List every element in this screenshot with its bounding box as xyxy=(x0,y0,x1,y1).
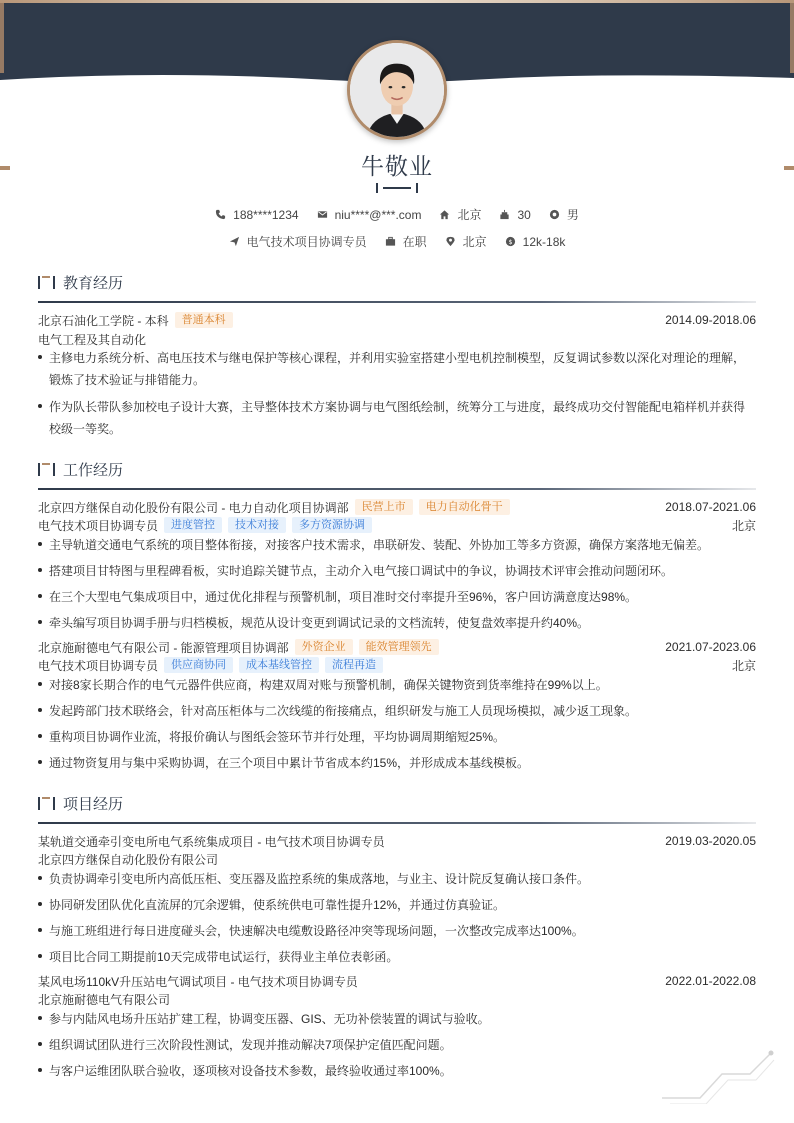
cake-icon xyxy=(499,209,510,220)
project-bullet: 组织调试团队进行三次阶段性测试，发现并推动解决7项保护定值匹配问题。 xyxy=(38,1034,756,1056)
target-job-info: 电气技术项目协调专员 xyxy=(229,233,367,250)
gender-info: 男 xyxy=(549,206,579,223)
avatar-portrait-icon xyxy=(350,43,444,137)
project-bullet: 项目比合同工期提前10天完成带电试运行，获得业主单位表彰函。 xyxy=(38,946,756,968)
phone-icon xyxy=(215,209,226,220)
job-bullet: 在三个大型电气集成项目中，通过优化排程与预警机制，项目准时交付率提升至96%，客户回访满意度达98%。 xyxy=(38,586,756,608)
education-tag: 普通本科 xyxy=(175,312,233,328)
salary-info: $ 12k-18k xyxy=(505,235,566,249)
project-company: 北京施耐德电气有限公司 xyxy=(38,992,171,1007)
location-pin-icon xyxy=(445,236,456,247)
project-section-title: 项目经历 xyxy=(38,791,756,815)
job-bullet: 重构项目协调作业流，将报价确认与图纸会签环节并行处理，平均协调周期缩短25%。 xyxy=(38,726,756,748)
project-bullet: 与客户运维团队联合验收，逐项核对设备技术参数，最终验收通过率100%。 xyxy=(38,1060,756,1082)
job-header xyxy=(38,498,756,516)
project-bullet: 协同研发团队优化直流屏的冗余逻辑，使系统供电可靠性提升12%，并通过仿真验证。 xyxy=(38,894,756,916)
project-bullet: 与施工班组进行每日进度碰头会，快速解决电缆敷设路径冲突等现场问题，一次整改完成率达100%。 xyxy=(38,920,756,942)
job-role-row xyxy=(38,516,756,534)
job-bullet: 发起跨部门技术联络会，针对高压柜体与二次线缆的衔接痛点，组织研发与施工人员现场模拟，减少返工现象。 xyxy=(38,700,756,722)
education-section-title: 教育经历 xyxy=(38,270,756,294)
project-bullet: 负责协调牵引变电所内高低压柜、变压器及监控系统的集成落地，与业主、设计院反复确认接口条件。 xyxy=(38,868,756,890)
job-bullet: 对接8家长期合作的电气元器件供应商，构建双周对账与预警机制，确保关键物资到货率维持在99%以上。 xyxy=(38,674,756,696)
avatar xyxy=(347,40,447,140)
job-role: 电气技术项目协调专员 xyxy=(38,658,159,673)
send-icon xyxy=(229,236,240,247)
education-bullet: 作为队长带队参加校电子设计大赛，主导整体技术方案协调与电气图纸绘制，统筹分工与进度，最终成功交付智能配电箱样机并获得校级一等奖。 xyxy=(38,396,748,440)
section-mark-icon xyxy=(38,463,55,476)
project-company: 北京四方继保自动化股份有限公司 xyxy=(38,852,219,867)
candidate-name: 牛敬业 xyxy=(361,153,433,179)
job-role-row xyxy=(38,656,756,674)
project-company-row xyxy=(38,850,756,868)
project-name: 某轨道交通牵引变电所电气系统集成项目 - 电气技术项目协调专员 xyxy=(38,834,385,849)
city-info: 北京 xyxy=(439,206,481,223)
job-bullet: 搭建项目甘特图与里程碑看板，实时追踪关键节点，主动介入电气接口调试中的争议，协调技术评审会推动问题闭环。 xyxy=(38,560,756,582)
email-icon xyxy=(317,209,328,220)
briefcase-icon xyxy=(385,236,396,247)
job-bullet: 通过物资复用与集中采购协调，在三个项目中累计节省成本约15%，并形成成本基线模板。 xyxy=(38,752,756,774)
education-date: 2014.09-2018.06 xyxy=(665,313,756,327)
job-header xyxy=(38,638,756,656)
project-date: 2019.03-2020.05 xyxy=(665,834,756,848)
status-info: 在职 xyxy=(385,233,427,250)
home-icon xyxy=(439,209,450,220)
job-location: 北京 xyxy=(731,518,756,533)
school-name: 北京石油化工学院 - 本科 xyxy=(38,313,169,328)
skill-tag: 供应商协同 xyxy=(164,657,233,673)
work-section-title: 工作经历 xyxy=(38,457,756,481)
target-city-info: 北京 xyxy=(445,233,487,250)
job-role: 电气技术项目协调专员 xyxy=(38,518,159,533)
email-info: niu****@***.com xyxy=(317,208,422,222)
age-info: 30 xyxy=(499,208,530,222)
job-date: 2018.07-2021.06 xyxy=(665,500,756,514)
company-tag: 民营上市 xyxy=(355,499,413,515)
phone-info: 188****1234 xyxy=(215,208,298,222)
company-tag: 能效管理领先 xyxy=(359,639,439,655)
company-name: 北京施耐德电气有限公司 - 能源管理项目协调部 xyxy=(38,640,289,655)
money-icon xyxy=(505,236,516,247)
project-bullet: 参与内陆风电场升压站扩建工程，协调变压器、GIS、无功补偿装置的调试与验收。 xyxy=(38,1008,756,1030)
project-name: 某风电场110kV升压站电气调试项目 - 电气技术项目协调专员 xyxy=(38,974,358,989)
project-header xyxy=(38,832,756,850)
section-divider xyxy=(38,822,756,824)
section-divider xyxy=(38,301,756,303)
svg-text:$: $ xyxy=(508,237,513,246)
job-intent-row xyxy=(0,233,794,250)
company-tag: 电力自动化骨干 xyxy=(419,499,510,515)
corner-line-decoration-icon xyxy=(660,1048,780,1104)
project-date: 2022.01-2022.08 xyxy=(665,974,756,988)
skill-tag: 进度管控 xyxy=(164,517,222,533)
project-header xyxy=(38,972,756,990)
section-mark-icon xyxy=(38,276,55,289)
section-divider xyxy=(38,488,756,490)
education-header xyxy=(38,311,756,329)
project-company-row xyxy=(38,990,756,1008)
job-date: 2021.07-2023.06 xyxy=(665,640,756,654)
company-name: 北京四方继保自动化股份有限公司 - 电力自动化项目协调部 xyxy=(38,500,349,515)
section-mark-icon xyxy=(38,797,55,810)
gender-icon xyxy=(549,209,560,220)
job-location: 北京 xyxy=(731,658,756,673)
education-bullet: 主修电力系统分析、高电压技术与继电保护等核心课程，并利用实验室搭建小型电机控制模型，反复调试参数以深化对理论的理解，锻炼了技术验证与排错能力。 xyxy=(38,347,748,391)
skill-tag: 多方资源协调 xyxy=(292,517,372,533)
skill-tag: 成本基线管控 xyxy=(239,657,319,673)
contact-info-row xyxy=(0,206,794,223)
skill-tag: 技术对接 xyxy=(228,517,286,533)
education-major-row xyxy=(38,330,756,348)
job-bullet: 主导轨道交通电气系统的项目整体衔接，对接客户技术需求，串联研发、装配、外协加工等多方资源，确保方案落地无偏差。 xyxy=(38,534,756,556)
name-divider-icon xyxy=(376,182,418,194)
job-bullet: 牵头编写项目协调手册与归档模板，规范从设计变更到调试记录的文档流转，使复盘效率提升约40%。 xyxy=(38,612,756,634)
company-tag: 外资企业 xyxy=(295,639,353,655)
skill-tag: 流程再造 xyxy=(325,657,383,673)
major-name: 电气工程及其自动化 xyxy=(38,332,147,347)
